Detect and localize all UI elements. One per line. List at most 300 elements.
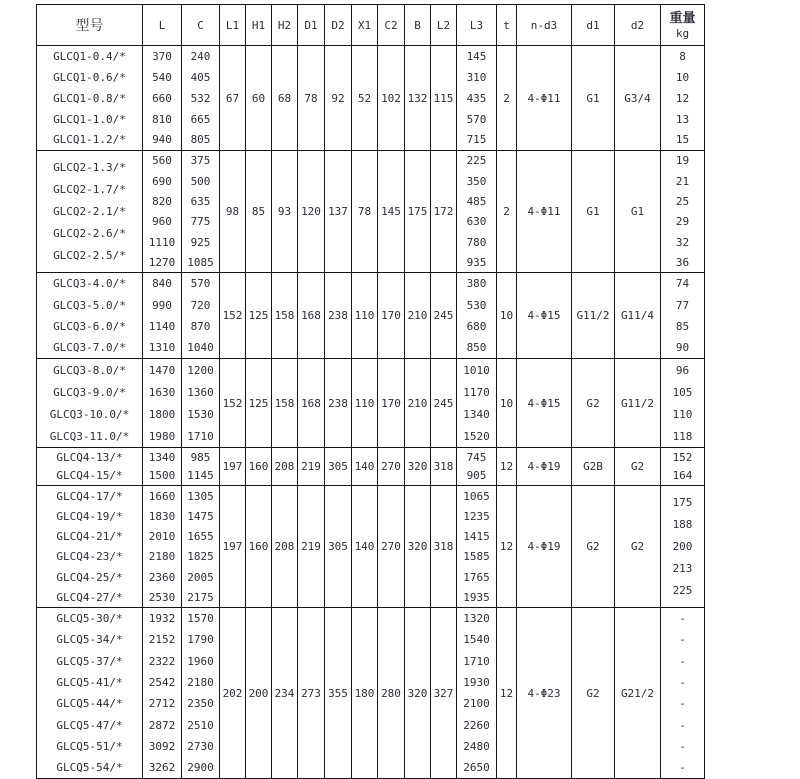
cell-weight: 19: [661, 151, 705, 171]
spec-table: [36, 4, 705, 779]
cell-model: GLCQ3-6.0/*: [37, 316, 143, 338]
model-label: GLCQ2-2.6/*: [53, 226, 126, 240]
cell-t: 10: [497, 359, 517, 448]
cell-t: 12: [497, 608, 517, 778]
cell-model: GLCQ3-10.0/*: [37, 403, 143, 425]
cell-model: GLCQ4-21/*: [37, 526, 143, 546]
cell-L: 1660: [143, 486, 182, 506]
cell-C2: 170: [378, 273, 405, 359]
cell-H1: 200: [246, 608, 272, 778]
col-header-n_d3: n-d3: [517, 5, 572, 46]
cell-L3: 905: [457, 467, 497, 486]
cell-L: 1140: [143, 316, 182, 338]
cell-model: GLCQ3-8.0/*: [37, 359, 143, 381]
cell-C: 665: [182, 109, 220, 130]
cell-weight: -: [661, 736, 705, 757]
cell-L3: 310: [457, 67, 497, 88]
cell-L: 1800: [143, 403, 182, 425]
col-header-weight: [661, 5, 705, 46]
cell-D2: 238: [325, 273, 352, 359]
table-row: [37, 273, 705, 295]
cell-H2: 208: [272, 448, 298, 486]
cell-n_d3: 4-Φ19: [517, 448, 572, 486]
cell-model: GLCQ4-25/*: [37, 567, 143, 587]
cell-L2: 318: [431, 486, 457, 608]
weight-value: 200: [672, 539, 693, 553]
cell-L: 2152: [143, 629, 182, 650]
cell-B: 210: [405, 273, 431, 359]
cell-weight: -: [661, 672, 705, 693]
cell-C: 635: [182, 191, 220, 211]
cell-L3: 1340: [457, 403, 497, 425]
cell-model: GLCQ1-0.6/*: [37, 67, 143, 88]
cell-B: 210: [405, 359, 431, 448]
cell-L: 1340: [143, 448, 182, 467]
cell-L3: 350: [457, 171, 497, 191]
cell-C: 2005: [182, 567, 220, 587]
cell-X1: 52: [352, 46, 378, 151]
cell-d2: G21/2: [615, 608, 661, 778]
cell-model: GLCQ5-51/*: [37, 736, 143, 757]
cell-weight: 77: [661, 294, 705, 316]
cell-weight: 164: [661, 467, 705, 486]
col-header-D2: D2: [325, 5, 352, 46]
cell-C: 1475: [182, 506, 220, 526]
cell-L3: 1065: [457, 486, 497, 506]
weight-stack: [661, 487, 704, 607]
cell-D2: 92: [325, 46, 352, 151]
cell-L1: 152: [220, 273, 246, 359]
cell-weight: 152: [661, 448, 705, 467]
model-label: GLCQ2-1.3/*: [53, 160, 126, 174]
cell-model: GLCQ3-9.0/*: [37, 381, 143, 403]
cell-D1: 120: [298, 151, 325, 273]
cell-L3: 1710: [457, 651, 497, 672]
cell-C: 1825: [182, 547, 220, 567]
cell-d1: G11/2: [572, 273, 615, 359]
cell-H2: 68: [272, 46, 298, 151]
cell-model: GLCQ5-41/*: [37, 672, 143, 693]
cell-L: 1470: [143, 359, 182, 381]
cell-L: 820: [143, 191, 182, 211]
cell-H2: 158: [272, 359, 298, 448]
cell-L: 960: [143, 212, 182, 232]
cell-d1: G2: [572, 608, 615, 778]
cell-D1: 168: [298, 273, 325, 359]
cell-weight: 90: [661, 337, 705, 359]
cell-L1: 197: [220, 486, 246, 608]
cell-C: 1530: [182, 403, 220, 425]
cell-d2: G2: [615, 486, 661, 608]
cell-B: 132: [405, 46, 431, 151]
table-row: [37, 46, 705, 67]
cell-L: 560: [143, 151, 182, 171]
cell-D1: 168: [298, 359, 325, 448]
cell-weight: 25: [661, 191, 705, 211]
cell-model: GLCQ5-44/*: [37, 693, 143, 714]
cell-d2: G2: [615, 448, 661, 486]
cell-model: GLCQ1-0.8/*: [37, 88, 143, 109]
cell-C: 240: [182, 46, 220, 67]
cell-L3: 1765: [457, 567, 497, 587]
cell-B: 320: [405, 608, 431, 778]
cell-model: GLCQ3-5.0/*: [37, 294, 143, 316]
cell-C: 775: [182, 212, 220, 232]
cell-B: 320: [405, 486, 431, 608]
cell-L3: 2260: [457, 714, 497, 735]
col-header-model: 型号: [37, 5, 143, 46]
cell-weight: 8: [661, 46, 705, 67]
cell-L: 1980: [143, 425, 182, 447]
cell-D2: 238: [325, 359, 352, 448]
cell-model: GLCQ5-47/*: [37, 714, 143, 735]
cell-L: 2530: [143, 588, 182, 608]
cell-L: 2010: [143, 526, 182, 546]
col-header-H2: H2: [272, 5, 298, 46]
weight-value: 175: [672, 495, 693, 509]
cell-L3: 225: [457, 151, 497, 171]
cell-model: GLCQ4-23/*: [37, 547, 143, 567]
cell-L3: 1935: [457, 588, 497, 608]
cell-L: 660: [143, 88, 182, 109]
cell-L3: 745: [457, 448, 497, 467]
cell-C: 1790: [182, 629, 220, 650]
table-row: [37, 359, 705, 381]
cell-L: 540: [143, 67, 182, 88]
cell-L: 1110: [143, 232, 182, 252]
cell-n_d3: 4-Φ15: [517, 359, 572, 448]
model-group-6: [37, 486, 705, 608]
cell-n_d3: 4-Φ19: [517, 486, 572, 608]
cell-weight: 74: [661, 273, 705, 295]
cell-L3: 1585: [457, 547, 497, 567]
cell-d2: G11/2: [615, 359, 661, 448]
model-group-3: [37, 273, 705, 359]
model-stack: [37, 152, 142, 272]
cell-d2: G1: [615, 151, 661, 273]
cell-X1: 110: [352, 273, 378, 359]
cell-model: GLCQ4-13/*: [37, 448, 143, 467]
cell-L: 2180: [143, 547, 182, 567]
cell-model: GLCQ4-15/*: [37, 467, 143, 486]
cell-D1: 219: [298, 448, 325, 486]
model-group-1: [37, 46, 705, 151]
col-header-L: L: [143, 5, 182, 46]
cell-model: GLCQ3-11.0/*: [37, 425, 143, 447]
col-header-d2: d2: [615, 5, 661, 46]
cell-t: 12: [497, 448, 517, 486]
cell-L3: 1930: [457, 672, 497, 693]
cell-weight: 85: [661, 316, 705, 338]
cell-H1: 160: [246, 486, 272, 608]
weight-value: 225: [672, 583, 693, 597]
weight-header-unit: kg: [675, 26, 690, 40]
cell-H2: 93: [272, 151, 298, 273]
cell-C: 1305: [182, 486, 220, 506]
cell-D1: 219: [298, 486, 325, 608]
cell-L3: 680: [457, 316, 497, 338]
cell-model: GLCQ3-4.0/*: [37, 273, 143, 295]
cell-C: 870: [182, 316, 220, 338]
cell-H2: 234: [272, 608, 298, 778]
cell-C2: 170: [378, 359, 405, 448]
cell-t: 10: [497, 273, 517, 359]
cell-L: 1270: [143, 252, 182, 272]
cell-d1: G2: [572, 359, 615, 448]
cell-L3: 570: [457, 109, 497, 130]
cell-model: GLCQ5-34/*: [37, 629, 143, 650]
cell-L3: 630: [457, 212, 497, 232]
cell-C: 1710: [182, 425, 220, 447]
cell-weight: 32: [661, 232, 705, 252]
col-header-D1: D1: [298, 5, 325, 46]
cell-d1: G2B: [572, 448, 615, 486]
cell-n_d3: 4-Φ11: [517, 151, 572, 273]
model-group-4: [37, 359, 705, 448]
cell-d1: G2: [572, 486, 615, 608]
col-header-d1: d1: [572, 5, 615, 46]
cell-weight: -: [661, 608, 705, 629]
cell-model: GLCQ3-7.0/*: [37, 337, 143, 359]
cell-C: 2900: [182, 757, 220, 778]
cell-C2: 145: [378, 151, 405, 273]
cell-weight: 105: [661, 381, 705, 403]
cell-C: 985: [182, 448, 220, 467]
cell-L3: 850: [457, 337, 497, 359]
cell-weight: -: [661, 714, 705, 735]
cell-L3: 1170: [457, 381, 497, 403]
cell-C: 2730: [182, 736, 220, 757]
cell-C2: 102: [378, 46, 405, 151]
cell-D2: 305: [325, 486, 352, 608]
cell-d2: G11/4: [615, 273, 661, 359]
table-row: [37, 151, 705, 171]
cell-n_d3: 4-Φ23: [517, 608, 572, 778]
cell-L2: 245: [431, 273, 457, 359]
cell-n_d3: 4-Φ15: [517, 273, 572, 359]
cell-L: 2712: [143, 693, 182, 714]
cell-model: GLCQ1-1.0/*: [37, 109, 143, 130]
cell-model: GLCQ5-30/*: [37, 608, 143, 629]
cell-L: 810: [143, 109, 182, 130]
table-row: [37, 486, 705, 506]
cell-H2: 158: [272, 273, 298, 359]
cell-L2: 115: [431, 46, 457, 151]
cell-L3: 1320: [457, 608, 497, 629]
cell-L2: 172: [431, 151, 457, 273]
cell-D1: 78: [298, 46, 325, 151]
cell-C2: 270: [378, 448, 405, 486]
cell-L2: 318: [431, 448, 457, 486]
col-header-H1: H1: [246, 5, 272, 46]
model-group-7: [37, 608, 705, 778]
cell-C: 720: [182, 294, 220, 316]
cell-C: 805: [182, 130, 220, 151]
cell-L: 370: [143, 46, 182, 67]
cell-model: GLCQ5-54/*: [37, 757, 143, 778]
cell-weight: -: [661, 651, 705, 672]
cell-C: 1960: [182, 651, 220, 672]
cell-C: 1360: [182, 381, 220, 403]
cell-D2: 305: [325, 448, 352, 486]
col-header-L1: L1: [220, 5, 246, 46]
cell-L3: 435: [457, 88, 497, 109]
cell-C: 1040: [182, 337, 220, 359]
cell-C: 405: [182, 67, 220, 88]
cell-L3: 1415: [457, 526, 497, 546]
cell-L2: 327: [431, 608, 457, 778]
cell-weight: 110: [661, 403, 705, 425]
cell-weight: -: [661, 757, 705, 778]
cell-L: 990: [143, 294, 182, 316]
cell-weight: 10: [661, 67, 705, 88]
cell-L1: 197: [220, 448, 246, 486]
model-group-5: [37, 448, 705, 486]
cell-L: 1932: [143, 608, 182, 629]
cell-weight: 12: [661, 88, 705, 109]
weight-header-label: 重量: [669, 10, 696, 26]
cell-L3: 145: [457, 46, 497, 67]
cell-L: 940: [143, 130, 182, 151]
cell-model: GLCQ5-37/*: [37, 651, 143, 672]
cell-d2: G3/4: [615, 46, 661, 151]
cell-L: 3262: [143, 757, 182, 778]
cell-model: GLCQ4-17/*: [37, 486, 143, 506]
cell-C: 2180: [182, 672, 220, 693]
col-header-B: B: [405, 5, 431, 46]
cell-L1: 98: [220, 151, 246, 273]
cell-C: 570: [182, 273, 220, 295]
cell-L3: 2650: [457, 757, 497, 778]
cell-C: 532: [182, 88, 220, 109]
cell-model: GLCQ4-19/*: [37, 506, 143, 526]
cell-weight: 96: [661, 359, 705, 381]
cell-L3: 780: [457, 232, 497, 252]
col-header-X1: X1: [352, 5, 378, 46]
cell-L3: 935: [457, 252, 497, 272]
cell-t: 12: [497, 486, 517, 608]
cell-L3: 485: [457, 191, 497, 211]
cell-C: 1145: [182, 467, 220, 486]
cell-weight: 36: [661, 252, 705, 272]
cell-weight: 29: [661, 212, 705, 232]
cell-D2: 137: [325, 151, 352, 273]
cell-L1: 202: [220, 608, 246, 778]
cell-L: 2872: [143, 714, 182, 735]
cell-n_d3: 4-Φ11: [517, 46, 572, 151]
col-header-L2: L2: [431, 5, 457, 46]
cell-L: 1310: [143, 337, 182, 359]
cell-L: 1830: [143, 506, 182, 526]
table-row: [37, 608, 705, 629]
cell-L3: 715: [457, 130, 497, 151]
weight-value: 188: [672, 517, 693, 531]
cell-weight: 13: [661, 109, 705, 130]
cell-C: 1085: [182, 252, 220, 272]
cell-model: GLCQ4-27/*: [37, 588, 143, 608]
cell-C: 1570: [182, 608, 220, 629]
cell-L: 1630: [143, 381, 182, 403]
cell-C: 2510: [182, 714, 220, 735]
cell-L3: 530: [457, 294, 497, 316]
header-row: [37, 5, 705, 46]
cell-weight: 15: [661, 130, 705, 151]
cell-t: 2: [497, 46, 517, 151]
table-header: [37, 5, 705, 46]
cell-weight: 118: [661, 425, 705, 447]
col-header-t: t: [497, 5, 517, 46]
cell-X1: 110: [352, 359, 378, 448]
cell-L: 1500: [143, 467, 182, 486]
cell-H1: 125: [246, 359, 272, 448]
cell-weight: 21: [661, 171, 705, 191]
cell-H2: 208: [272, 486, 298, 608]
cell-weight: [661, 486, 705, 608]
cell-D1: 273: [298, 608, 325, 778]
cell-model: GLCQ1-0.4/*: [37, 46, 143, 67]
cell-L3: 1010: [457, 359, 497, 381]
table-row: [37, 448, 705, 467]
weight-value: 213: [672, 561, 693, 575]
cell-C: 925: [182, 232, 220, 252]
cell-model: GLCQ1-1.2/*: [37, 130, 143, 151]
cell-B: 320: [405, 448, 431, 486]
cell-L3: 380: [457, 273, 497, 295]
cell-d1: G1: [572, 46, 615, 151]
col-header-C: C: [182, 5, 220, 46]
cell-weight: -: [661, 629, 705, 650]
cell-H1: 60: [246, 46, 272, 151]
cell-L3: 2100: [457, 693, 497, 714]
cell-L2: 245: [431, 359, 457, 448]
cell-L3: 1540: [457, 629, 497, 650]
cell-C: 500: [182, 171, 220, 191]
cell-X1: 180: [352, 608, 378, 778]
cell-H1: 85: [246, 151, 272, 273]
cell-weight: -: [661, 693, 705, 714]
cell-C: 1655: [182, 526, 220, 546]
cell-d1: G1: [572, 151, 615, 273]
cell-C2: 270: [378, 486, 405, 608]
cell-C2: 280: [378, 608, 405, 778]
cell-X1: 140: [352, 448, 378, 486]
cell-H1: 160: [246, 448, 272, 486]
cell-L3: 1520: [457, 425, 497, 447]
cell-C: 1200: [182, 359, 220, 381]
cell-C: 2350: [182, 693, 220, 714]
cell-model: [37, 151, 143, 273]
cell-L: 2322: [143, 651, 182, 672]
cell-L: 840: [143, 273, 182, 295]
cell-L: 2360: [143, 567, 182, 587]
cell-L: 2542: [143, 672, 182, 693]
col-header-L3: L3: [457, 5, 497, 46]
col-header-C2: C2: [378, 5, 405, 46]
cell-C: 375: [182, 151, 220, 171]
cell-t: 2: [497, 151, 517, 273]
cell-L3: 2480: [457, 736, 497, 757]
cell-D2: 355: [325, 608, 352, 778]
cell-C: 2175: [182, 588, 220, 608]
spec-table-container: [36, 4, 705, 779]
cell-L1: 67: [220, 46, 246, 151]
cell-X1: 140: [352, 486, 378, 608]
model-label: GLCQ2-2.1/*: [53, 204, 126, 218]
cell-L: 3092: [143, 736, 182, 757]
cell-X1: 78: [352, 151, 378, 273]
cell-H1: 125: [246, 273, 272, 359]
cell-L: 690: [143, 171, 182, 191]
